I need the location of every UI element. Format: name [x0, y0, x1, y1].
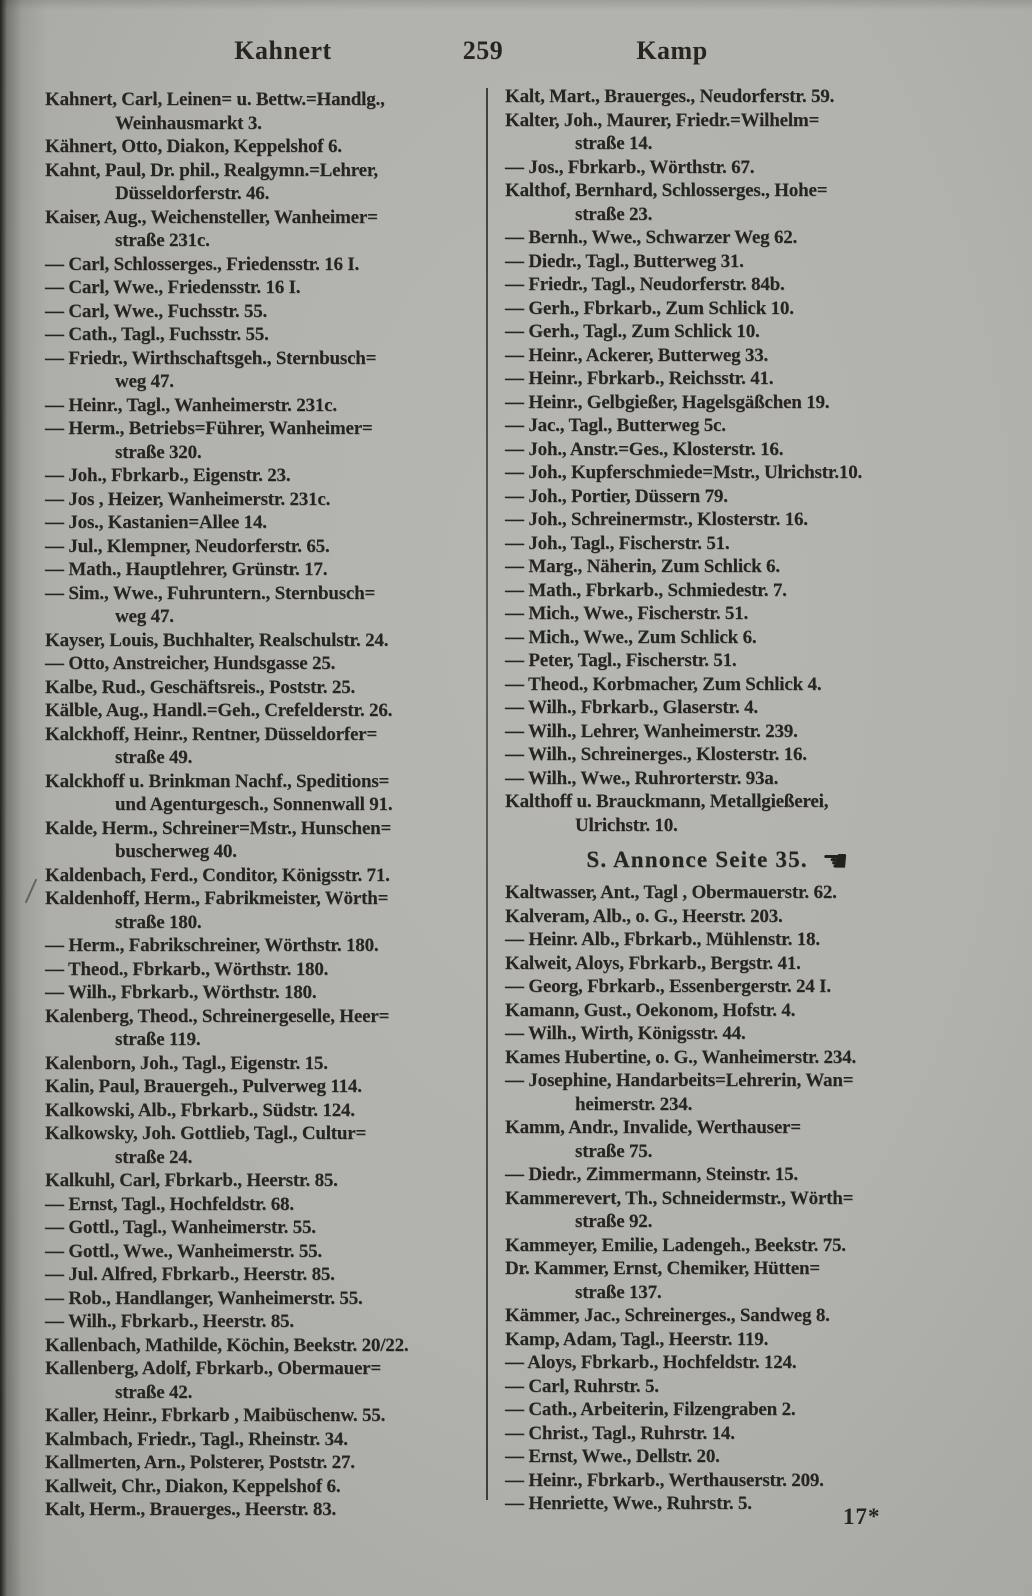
entry-line: Kalthoff u. Brauckmann, Metallgießerei, [505, 791, 829, 812]
directory-entry [45, 1498, 483, 1522]
directory-entry [45, 1122, 483, 1169]
entry-line: Kahnt, Paul, Dr. phil., Realgymn.=Lehrer, [45, 159, 378, 181]
entry-line: — Rob., Handlanger, Wanheimerstr. 55. [45, 1287, 363, 1309]
directory-entry [505, 1422, 930, 1446]
entry-line: Kallenberg, Adolf, Fbrkarb., Obermauer= [45, 1358, 382, 1379]
entry-line: Kallweit, Chr., Diakon, Keppelshof 6. [45, 1475, 341, 1497]
entry-line: Kaiser, Aug., Weichensteller, Wanheimer= [45, 206, 378, 228]
entry-line: — Henriette, Wwe., Ruhrstr. 5. [505, 1493, 752, 1514]
directory-entry [45, 253, 483, 277]
directory-entry [45, 723, 483, 770]
directory-entry [505, 1116, 930, 1163]
entry-line: Kaltwasser, Ant., Tagl , Obermauerstr. 62. [505, 882, 837, 903]
directory-entry [45, 1005, 483, 1052]
entry-line: — Joh., Kupferschmiede=Mstr., Ulrichstr.10. [505, 462, 863, 483]
directory-entry [505, 1257, 930, 1304]
directory-entry [505, 1187, 930, 1234]
directory-entry [45, 417, 483, 464]
entry-line: — Wilh., Wwe., Ruhrorterstr. 93a. [505, 767, 779, 789]
entry-line: Dr. Kammer, Ernst, Chemiker, Hütten= [505, 1258, 821, 1279]
entry-line: — Ernst, Tagl., Hochfeldstr. 68. [45, 1193, 294, 1215]
entry-line: — Heinr., Fbrkarb., Reichsstr. 41. [505, 368, 774, 389]
directory-entry [45, 1287, 483, 1311]
entry-line: — Mich., Wwe., Fischerstr. 51. [505, 603, 749, 624]
directory-entry [505, 508, 930, 532]
entry-line: Kalthof, Bernhard, Schlosserges., Hohe= [505, 180, 828, 201]
directory-entry [45, 206, 483, 253]
entry-line: Kalde, Herm., Schreiner=Mstr., Hunschen= [45, 817, 392, 839]
directory-entry [45, 699, 483, 723]
directory-entry [505, 1328, 930, 1352]
entry-line: — Josephine, Handarbeits=Lehrerin, Wan= [505, 1070, 854, 1091]
directory-entry [505, 673, 930, 697]
entry-line: Kalter, Joh., Maurer, Friedr.=Wilhelm= [505, 109, 820, 131]
entry-line: — Carl, Schlosserges., Friedensstr. 16 I. [45, 253, 360, 275]
directory-entry [45, 1451, 483, 1475]
entry-line: — Diedr., Zimmermann, Steinstr. 15. [505, 1164, 798, 1185]
right-column [505, 85, 930, 1516]
entry-line: — Heinr., Fbrkarb., Werthauserstr. 209. [505, 1469, 824, 1491]
directory-entry [45, 629, 483, 653]
directory-entry [505, 1163, 930, 1187]
entry-line: — Joh., Anstr.=Ges., Klosterstr. 16. [505, 438, 784, 460]
entry-line: Kammeyer, Emilie, Ladengeh., Beekstr. 75. [505, 1234, 846, 1256]
entry-line: Kalveram, Alb., o. G., Heerstr. 203. [505, 905, 783, 927]
directory-entry [505, 297, 930, 321]
entry-line: Kalkowski, Alb., Fbrkarb., Südstr. 124. [45, 1099, 355, 1121]
directory-entry [505, 602, 930, 626]
entry-line: — Joh., Fbrkarb., Eigenstr. 23. [45, 465, 291, 486]
entry-line: Kalbe, Rud., Geschäftsreis., Poststr. 25. [45, 676, 356, 698]
directory-entry [45, 1240, 483, 1264]
running-header [0, 36, 1032, 70]
directory-entry [45, 1310, 483, 1334]
directory-entry [45, 1216, 483, 1240]
page-number: 259 [462, 36, 504, 65]
entry-line: — Wilh., Lehrer, Wanheimerstr. 239. [505, 720, 798, 742]
annonce-note [505, 844, 930, 879]
directory-entry [45, 1475, 483, 1499]
directory-entry [505, 1304, 930, 1328]
entry-line: — Otto, Anstreicher, Hundsgasse 25. [45, 653, 336, 674]
directory-entry [505, 320, 930, 344]
directory-entry [505, 250, 930, 274]
directory-entry [505, 1469, 930, 1493]
directory-entry [505, 881, 930, 905]
directory-entry [45, 1052, 483, 1076]
entry-line: — Theod., Korbmacher, Zum Schlick 4. [505, 673, 822, 695]
entry-line: — Aloys, Fbrkarb., Hochfeldstr. 124. [505, 1352, 797, 1373]
directory-entry [505, 1234, 930, 1258]
directory-entry [505, 273, 930, 297]
entry-line: — Bernh., Wwe., Schwarzer Weg 62. [505, 227, 798, 248]
entry-line: Kähnert, Otto, Diakon, Keppelshof 6. [45, 136, 342, 157]
entry-line: straße 180. [115, 911, 202, 933]
entry-line: — Cath., Tagl., Fuchsstr. 55. [45, 324, 269, 345]
entry-line: — Diedr., Tagl., Butterweg 31. [505, 250, 744, 272]
directory-entry [505, 1351, 930, 1375]
directory-entry [505, 532, 930, 556]
entry-line: straße 42. [115, 1381, 193, 1403]
entry-line: Kallenbach, Mathilde, Köchin, Beekstr. 20/22. [45, 1334, 409, 1356]
entry-line: — Sim., Wwe., Fuhruntern., Sternbusch= [45, 582, 376, 604]
entry-line: Kälble, Aug., Handl.=Geh., Crefelderstr. 26. [45, 700, 393, 721]
entry-line: Kalenberg, Theod., Schreinergeselle, Heer= [45, 1005, 390, 1027]
entry-line: — Herm., Fabrikschreiner, Wörthstr. 180. [45, 935, 379, 956]
annonce-text: S. Annonce Seite 35. [586, 847, 808, 872]
entry-line: — Cath., Arbeiterin, Filzengraben 2. [505, 1399, 796, 1420]
directory-entry [505, 1022, 930, 1046]
directory-entry [45, 135, 483, 159]
entry-line: — Wilh., Fbrkarb., Heerstr. 85. [45, 1311, 294, 1332]
entry-line: — Carl, Wwe., Fuchsstr. 55. [45, 300, 268, 322]
entry-line: Kämmer, Jac., Schreinerges., Sandweg 8. [505, 1305, 830, 1326]
directory-entry [505, 109, 930, 156]
directory-entry [505, 696, 930, 720]
directory-entry [45, 676, 483, 700]
directory-entry [505, 438, 930, 462]
entry-line: — Wilh., Wirth, Königsstr. 44. [505, 1023, 746, 1044]
directory-entry [45, 981, 483, 1005]
directory-entry [45, 1075, 483, 1099]
directory-entry [45, 347, 483, 394]
directory-entry [45, 511, 483, 535]
entry-line: Kaldenbach, Ferd., Conditor, Königsstr. 71. [45, 864, 390, 886]
entry-line: — Carl, Wwe., Friedensstr. 16 I. [45, 277, 301, 298]
directory-entry [45, 864, 483, 888]
entry-line: — Heinr., Gelbgießer, Hagelsgäßchen 19. [505, 391, 830, 413]
directory-entry [45, 1193, 483, 1217]
entry-line: — Heinr. Alb., Fbrkarb., Mühlenstr. 18. [505, 929, 820, 950]
directory-entry [505, 626, 930, 650]
entry-line: straße 119. [115, 1029, 201, 1050]
manicule-left-icon: ☚ [821, 844, 849, 879]
directory-entry [505, 226, 930, 250]
header-left-keyword: Kahnert [234, 36, 332, 65]
entry-line: buscherweg 40. [115, 841, 237, 862]
entry-line: Kalckhoff u. Brinkman Nachf., Speditions= [45, 770, 390, 792]
entry-line: Düsseldorferstr. 46. [115, 183, 270, 204]
entry-line: Kalweit, Aloys, Fbrkarb., Bergstr. 41. [505, 952, 801, 974]
entry-line: Kammerevert, Th., Schneidermstr., Wörth= [505, 1187, 854, 1209]
directory-entry [45, 323, 483, 347]
directory-entry [45, 1169, 483, 1193]
entry-line: Kamm, Andr., Invalide, Werthauser= [505, 1117, 801, 1138]
directory-entry [45, 394, 483, 418]
directory-entry [505, 85, 930, 109]
directory-entry [505, 579, 930, 603]
directory-entry [45, 159, 483, 206]
directory-entry [505, 1398, 930, 1422]
directory-entry [45, 582, 483, 629]
entry-line: Kalkowsky, Joh. Gottlieb, Tagl., Cultur= [45, 1123, 367, 1144]
directory-entry [45, 887, 483, 934]
entry-line: Kalkuhl, Carl, Fbrkarb., Heerstr. 85. [45, 1170, 338, 1191]
entry-line: — Gottl., Wwe., Wanheimerstr. 55. [45, 1240, 322, 1262]
entry-line: Kallmerten, Arn., Polsterer, Poststr. 27. [45, 1452, 355, 1473]
directory-entry [45, 1357, 483, 1404]
directory-entry [505, 743, 930, 767]
entry-line: Kaldenhoff, Herm., Fabrikmeister, Wörth= [45, 888, 389, 909]
entry-line: — Theod., Fbrkarb., Wörthstr. 180. [45, 958, 329, 980]
entry-line: straße 75. [575, 1140, 653, 1162]
entry-line: — Friedr., Tagl., Neudorferstr. 84b. [505, 274, 785, 295]
entry-line: Kames Hubertine, o. G., Wanheimerstr. 234. [505, 1046, 857, 1068]
directory-entry [505, 720, 930, 744]
entry-line: — Wilh., Fbrkarb., Wörthstr. 180. [45, 982, 317, 1003]
entry-line: weg 47. [115, 606, 174, 627]
entry-line: — Gerh., Fbrkarb., Zum Schlick 10. [505, 297, 794, 319]
directory-entry [505, 975, 930, 999]
directory-entry [505, 999, 930, 1023]
directory-entry [505, 344, 930, 368]
entry-line: — Math., Hauptlehrer, Grünstr. 17. [45, 559, 328, 580]
directory-entry [45, 535, 483, 559]
directory-entry [505, 649, 930, 673]
directory-entry [45, 652, 483, 676]
directory-entry [505, 367, 930, 391]
entry-line: — Wilh., Schreinerges., Klosterstr. 16. [505, 744, 807, 765]
entry-line: — Christ., Tagl., Ruhrstr. 14. [505, 1422, 735, 1444]
entry-line: straße 24. [115, 1146, 193, 1168]
directory-entry [45, 488, 483, 512]
directory-entry [505, 767, 930, 791]
directory-entry [505, 790, 930, 837]
entry-line: — Jul., Klempner, Neudorferstr. 65. [45, 535, 330, 557]
entry-line: — Heinr., Tagl., Wanheimerstr. 231c. [45, 394, 337, 416]
directory-entry [45, 276, 483, 300]
directory-entry [505, 905, 930, 929]
directory-entry [45, 88, 483, 135]
entry-line: — Joh., Schreinermstr., Klosterstr. 16. [505, 509, 808, 530]
directory-entry [505, 1069, 930, 1116]
entry-line: — Ernst, Wwe., Dellstr. 20. [505, 1446, 720, 1467]
entry-line: Kamp, Adam, Tagl., Heerstr. 119. [505, 1328, 769, 1350]
directory-entry [45, 817, 483, 864]
entry-line: — Friedr., Wirthschaftsgeh., Sternbusch= [45, 347, 377, 369]
entry-line: — Georg, Fbrkarb., Essenbergerstr. 24 I. [505, 976, 831, 997]
directory-entry [45, 464, 483, 488]
directory-entry [505, 928, 930, 952]
entry-line: — Herm., Betriebs=Führer, Wanheimer= [45, 418, 373, 439]
entry-line: Kahnert, Carl, Leinen= u. Bettw.=Handlg., [45, 89, 385, 110]
directory-entry [505, 1375, 930, 1399]
entry-line: — Carl, Ruhrstr. 5. [505, 1375, 659, 1397]
entry-line: — Mich., Wwe., Zum Schlick 6. [505, 626, 757, 648]
entry-line: — Gerh., Tagl., Zum Schlick 10. [505, 321, 760, 342]
entry-line: Kayser, Louis, Buchhalter, Realschulstr. 24. [45, 629, 389, 651]
directory-entry [505, 1046, 930, 1070]
entry-line: Kalt, Mart., Brauerges., Neudorferstr. 59. [505, 86, 835, 107]
directory-entry [45, 1404, 483, 1428]
entry-line: — Marg., Näherin, Zum Schlick 6. [505, 556, 780, 577]
entry-line: — Jos , Heizer, Wanheimerstr. 231c. [45, 488, 331, 510]
directory-entry [505, 461, 930, 485]
entry-line: Kalckhoff, Heinr., Rentner, Düsseldorfer= [45, 723, 378, 745]
left-column [45, 88, 483, 1522]
directory-entry [505, 555, 930, 579]
directory-entry [505, 485, 930, 509]
entry-line: straße 137. [575, 1281, 662, 1303]
entry-line: — Peter, Tagl., Fischerstr. 51. [505, 650, 737, 671]
directory-entry [45, 934, 483, 958]
directory-entry [45, 1334, 483, 1358]
entry-line: — Joh., Portier, Düssern 79. [505, 485, 728, 507]
header-right-keyword: Kamp [636, 36, 708, 65]
entry-line: — Jul. Alfred, Fbrkarb., Heerstr. 85. [45, 1264, 335, 1285]
entry-line: und Agenturgesch., Sonnenwall 91. [115, 794, 393, 815]
column-divider-rule [486, 88, 488, 1500]
entry-line: — Math., Fbrkarb., Schmiedestr. 7. [505, 579, 787, 601]
entry-line: heimerstr. 234. [575, 1093, 693, 1115]
entry-line: Weinhausmarkt 3. [115, 112, 262, 134]
entry-line: Kalenborn, Joh., Tagl., Eigenstr. 15. [45, 1052, 328, 1074]
entry-line: weg 47. [115, 371, 174, 392]
margin-stray-mark [25, 879, 37, 904]
entry-line: Ulrichstr. 10. [575, 814, 678, 836]
entry-line: straße 23. [575, 203, 653, 225]
entry-line: straße 14. [575, 133, 653, 154]
entry-line: — Gottl., Tagl., Wanheimerstr. 55. [45, 1217, 316, 1238]
entry-line: straße 92. [575, 1211, 653, 1232]
entry-line: Kalin, Paul, Brauergeh., Pulverweg 114. [45, 1076, 362, 1097]
entry-line: — Jos., Fbrkarb., Wörthstr. 67. [505, 156, 755, 178]
directory-entry [505, 414, 930, 438]
directory-entry [45, 1099, 483, 1123]
entry-line: — Joh., Tagl., Fischerstr. 51. [505, 532, 730, 554]
directory-entry [505, 1445, 930, 1469]
entry-line: — Jac., Tagl., Butterweg 5c. [505, 415, 726, 436]
directory-entry [45, 1263, 483, 1287]
entry-line: Kalmbach, Friedr., Tagl., Rheinstr. 34. [45, 1428, 348, 1450]
entry-line: — Heinr., Ackerer, Butterweg 33. [505, 344, 769, 366]
entry-line: Kaller, Heinr., Fbrkarb , Maibüschenw. 55. [45, 1405, 386, 1426]
directory-entry [45, 770, 483, 817]
directory-entry [505, 391, 930, 415]
directory-entry [45, 1428, 483, 1452]
entry-line: — Wilh., Fbrkarb., Glaserstr. 4. [505, 697, 758, 718]
signature-mark: 17* [843, 1504, 881, 1529]
entry-line: — Jos., Kastanien=Allee 14. [45, 512, 267, 533]
directory-entry [505, 179, 930, 226]
entry-line: straße 231c. [115, 230, 210, 251]
directory-entry [505, 156, 930, 180]
entry-line: straße 49. [115, 747, 193, 768]
directory-entry [45, 300, 483, 324]
entry-line: Kalt, Herm., Brauerges., Heerstr. 83. [45, 1499, 337, 1520]
directory-entry [45, 558, 483, 582]
directory-entry [505, 952, 930, 976]
entry-line: straße 320. [115, 441, 202, 463]
directory-entry [45, 958, 483, 982]
entry-line: Kamann, Gust., Oekonom, Hofstr. 4. [505, 999, 796, 1021]
